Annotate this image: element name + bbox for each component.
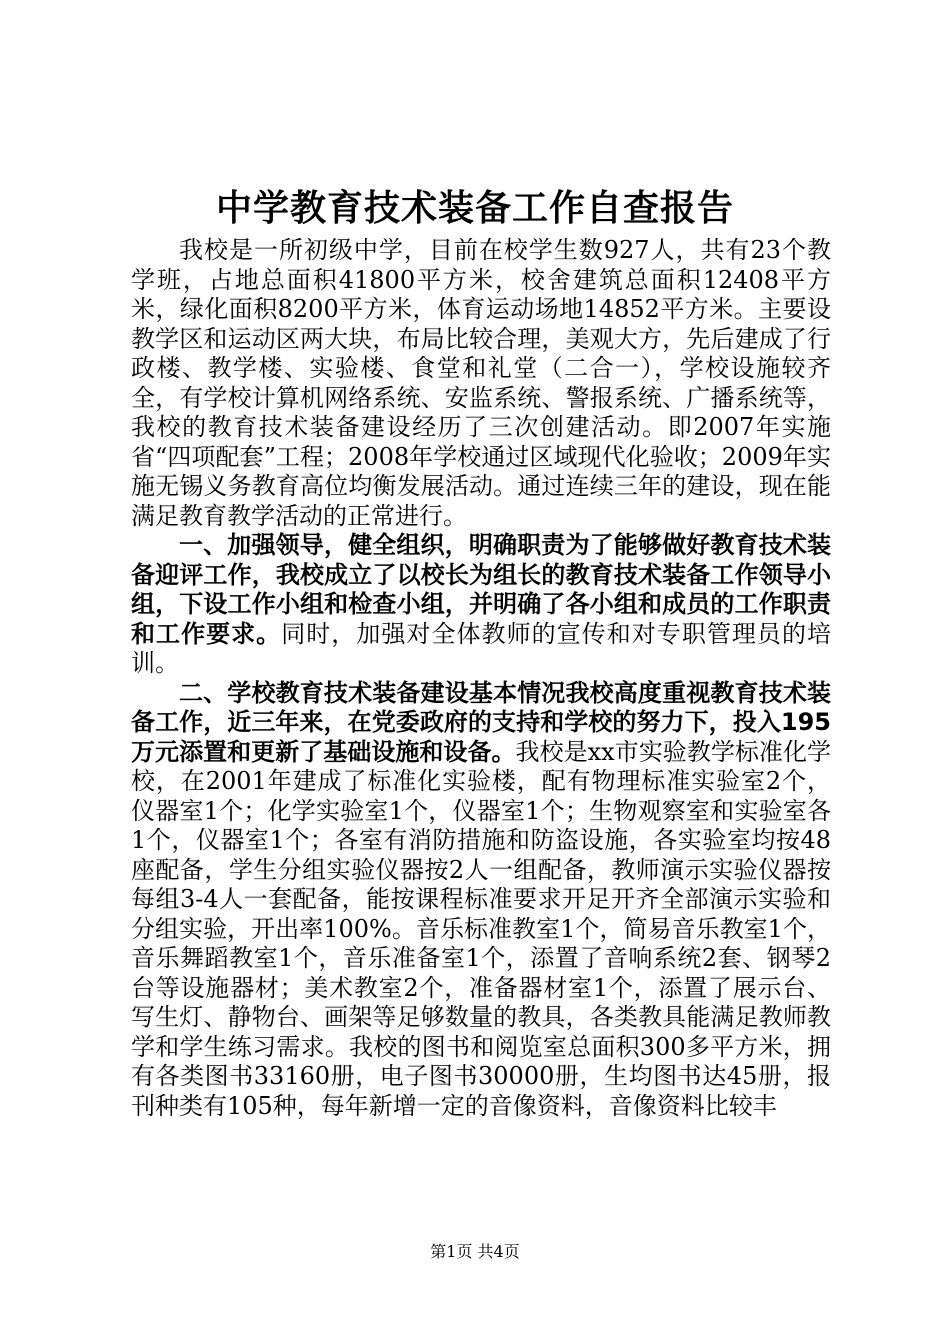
document-title: 中学教育技术装备工作自查报告 [215,187,734,229]
paragraph-intro [131,236,831,531]
section-1-text: 同时，加强对全体教师的宣传和对专职管理员的培训。 [131,619,832,677]
document-body [131,236,831,1121]
paragraph-section-2 [131,679,831,1122]
paragraph-text: 我校是一所初级中学，目前在校学生数927人，共有23个教学班，占地总面积41800平方米，校舍建筑总面积12408平方米，绿化面积8200平方米，体育运动场地14852平方米。主要设教学区和运动区两大块，布局比较合理，美观大方，先后建成了行政楼、教学楼、实验楼、食堂和礼堂（二合一），学校设施较齐全，有学校计算机网络系统、安监系统、警报系统、广播系统等，我校的教育技术装备建设经历了三次创建活动。即2007年实施省“四项配套”工程；2008年学校通过区域现代化验收；2009年实施无锡义务教育高位均衡发展活动。通过连续三年的建设，现在能满足教育教学活动的正常进行。 [131,236,831,530]
section-1-heading: 一、加强领导，健全组织，明确职责为了能够做好教育技术装备迎评工作，我校成立了以校长为组长的教育技术装备工作领导小组，下设工作小组和检查小组，并明确了各小组和成员的工作职责和工作要求。 [131,531,831,648]
section-2-text: 我校是xx市实验教学标准化学校，在2001年建成了标准化实验楼，配有物理标准实验室2个，仪器室1个；化学实验室1个，仪器室1个；生物观察室和实验室各1个，仪器室1个；各室有消防措施和防盗设施，各实验室均按48座配备，学生分组实验仪器按2人一组配备，教师演示实验仪器按每组3-4人一套配备，能按课程标准要求开足开齐全部演示实验和分组实验，开出率100%。音乐标准教室1个，简易音乐教室1个，音乐舞蹈教室1个，音乐准备室1个，添置了音响系统2套、钢琴2台等设施器材；美术教室2个，准备器材室1个，添置了展示台、写生灯、静物台、画架等足够数量的教具，各类教具能满足教师教学和学生练习需求。我校的图书和阅览室总面积300多平方米，拥有各类图书33160册，电子图书30000册，生均图书达45册，报刊种类有105种，每年新增一定的音像资料，音像资料比较丰 [131,737,831,1120]
paragraph-section-1 [131,531,831,679]
page-footer: 第1页 共4页 [430,1242,520,1261]
section-2-heading: 二、学校教育技术装备建设基本情况我校高度重视教育技术装备工作，近三年来，在党委政府的支持和学校的努力下，投入195万元添置和更新了基础设施和设备。 [131,678,831,766]
